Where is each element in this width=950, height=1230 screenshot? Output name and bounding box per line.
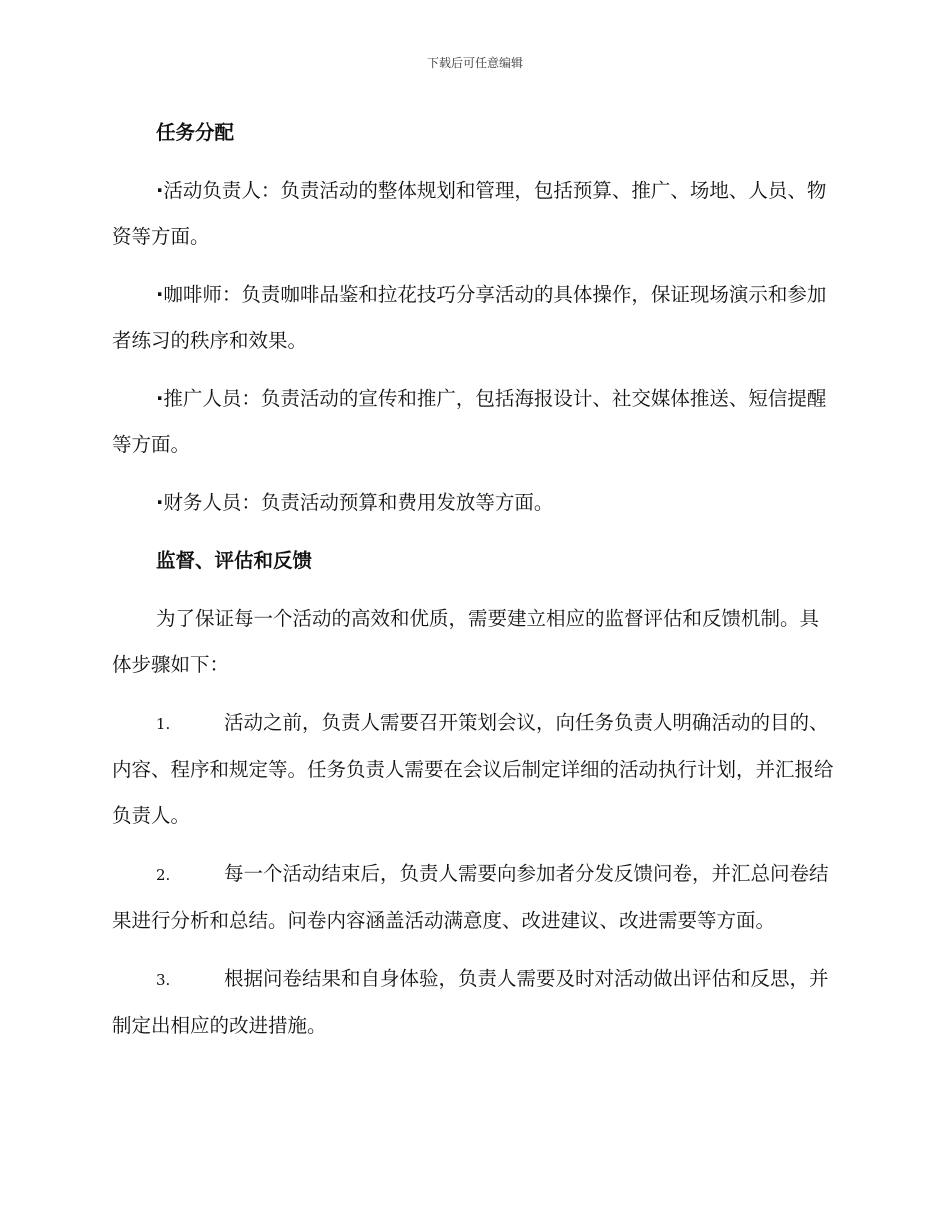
document-body bbox=[112, 110, 834, 1061]
step-item bbox=[112, 851, 834, 944]
step-number: 2. bbox=[156, 866, 171, 884]
task-item bbox=[112, 480, 834, 526]
step-number: 3. bbox=[156, 971, 171, 989]
task-item-text: 推广人员：负责活动的宣传和推广，包括海报设计、社交媒体推送、短信提醒等方面。 bbox=[112, 387, 827, 456]
bullet: · bbox=[156, 491, 164, 514]
task-item-text: 活动负责人：负责活动的整体规划和管理，包括预算、推广、场地、人员、物资等方面。 bbox=[112, 179, 827, 248]
task-item bbox=[112, 376, 834, 468]
section-heading-supervise: 监督、评估和反馈 bbox=[156, 549, 313, 572]
step-item bbox=[112, 700, 834, 839]
step-text: 每一个活动结束后，负责人需要向参加者分发反馈问卷，并汇总问卷结果进行分析和总结。问卷内容涵盖活动满意度、改进建议、改进需要等方面。 bbox=[112, 862, 829, 932]
task-item bbox=[112, 168, 834, 260]
step-item bbox=[112, 956, 834, 1049]
intro-paragraph: 为了保证每一个活动的高效和优质，需要建立相应的监督评估和反馈机制。具体步骤如下： bbox=[112, 607, 820, 676]
section-heading-task: 任务分配 bbox=[156, 121, 235, 144]
header-note: 下载后可任意编辑 bbox=[426, 56, 523, 70]
step-text: 活动之前，负责人需要召开策划会议，向任务负责人明确活动的目的、内容、程序和规定等。任务负责人需要在会议后制定详细的活动执行计划，并汇报给负责人。 bbox=[112, 711, 834, 827]
task-item-text: 咖啡师：负责咖啡品鉴和拉花技巧分享活动的具体操作，保证现场演示和参加者练习的秩序和效果。 bbox=[112, 283, 827, 352]
step-number: 1. bbox=[156, 715, 171, 733]
bullet: · bbox=[156, 387, 164, 410]
task-item bbox=[112, 272, 834, 364]
bullet: · bbox=[156, 283, 164, 306]
step-text: 根据问卷结果和自身体验，负责人需要及时对活动做出评估和反思，并制定出相应的改进措施。 bbox=[112, 967, 829, 1037]
bullet: · bbox=[156, 179, 164, 202]
task-item-text: 财务人员：负责活动预算和费用发放等方面。 bbox=[163, 491, 554, 514]
